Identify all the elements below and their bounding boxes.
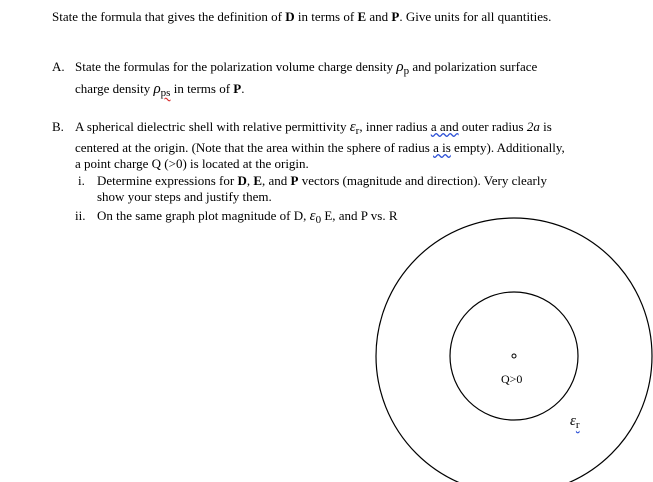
intro-question: State the formula that gives the definition of D in terms of E and P. Give units for all quantities. [52, 9, 552, 24]
part-a-line-2: charge density $\rho_{ps}$ in terms of P. [75, 81, 245, 99]
item-i-line-1: Determine expressions for D, E, and P vectors (magnitude and direction). Very clearly [97, 173, 547, 188]
inner-sphere-circle [450, 292, 578, 420]
symbol-P: P [391, 9, 400, 24]
part-b-line-1: A spherical dielectric shell with relative permittivity $\varepsilon_r$, inner radius a and outer radius 2a is [75, 119, 552, 137]
point-charge-dot [512, 354, 516, 358]
part-a-line-1: State the formulas for the polarization volume charge density $\rho_p$ and polarization surface [75, 59, 538, 77]
permittivity-label: εr [570, 413, 580, 431]
charge-label: Q>0 [501, 372, 523, 386]
part-b-line-3: a point charge Q (>0) is located at the origin. [75, 156, 309, 171]
outer-sphere-circle [376, 218, 652, 482]
part-a-letter: A. [52, 59, 65, 74]
symbol-D: D [285, 9, 295, 24]
rho-symbol: ρ [396, 59, 404, 75]
item-ii-number: ii. [75, 208, 86, 223]
symbol-E: E [357, 9, 367, 24]
item-ii-line: On the same graph plot magnitude of D, $\varepsilon_0$ E, and P vs. R [97, 208, 398, 226]
part-b-line-2: centered at the origin. (Note that the area within the sphere of radius a is empty). Additionally, [75, 140, 565, 155]
item-i-number: i. [78, 173, 85, 188]
item-i-line-2: show your steps and justify them. [97, 189, 272, 204]
epsilon-symbol: ε [349, 119, 356, 135]
rho-symbol: ρ [153, 81, 161, 97]
part-b-letter: B. [52, 119, 64, 134]
